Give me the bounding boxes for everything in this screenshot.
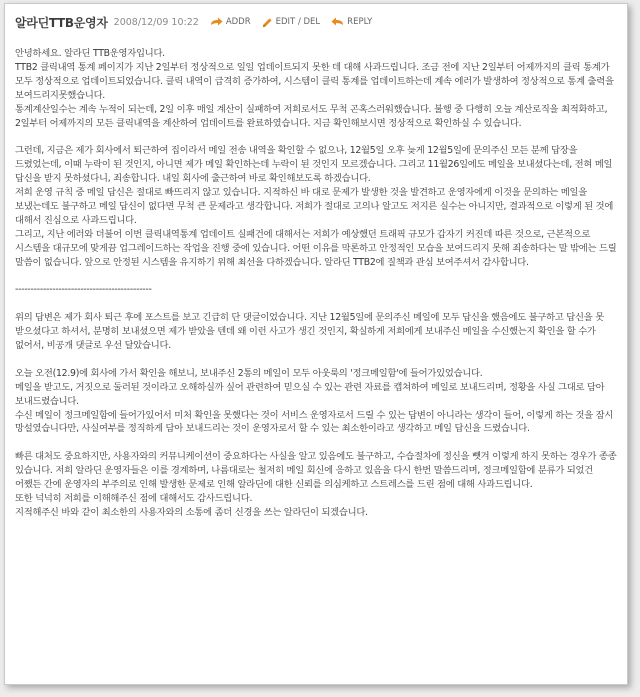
paragraph-system-upgrade: 그리고, 지난 에러와 더불어 이번 클릭내역통계 업데이트 실패건에 대해서는 저희가 예상했던 트래픽 규모가 갑자기 커진데 따른 것으로, 근본적으로 시스템을 대규모에 맞게끔 업그레이드하는 작업을 진행 중에 있습니다. 어떤 이유를 막론하고 안정적인 모습을 보여드리지 못해 죄송하다는 말 밖에는 드릴 말씀이 없습니다. 앞으로 안정된 시스템을 유지하기 위해 최선을 다하겠습니다. 알라딘 TTB2에 질책과 관심 보여주셔서 감사합니다. — [15, 228, 620, 268]
edit-delete-label: EDIT / DEL — [275, 17, 321, 27]
edit-delete-button[interactable] — [262, 17, 321, 28]
paragraph-apology: TTB2 클릭내역 통계 페이지가 지난 2일부터 정상적으로 일일 업데이트되지 못한 데 대해 사과드립니다. 조금 전에 지난 2일부터 어제까지의 클릭 통계가 모두 정상적으로 업데이트되었습니다. 클릭 내역이 급격히 증가하여, 시스템이 클릭 통계를 업데이트하는데 계속 에러가 발생하여 정상적으로 통계 출력을 보여드리지못했습니다. — [15, 61, 617, 101]
spacer — [15, 297, 617, 311]
comment-body — [15, 47, 620, 520]
paragraph-evidence: 메일을 받고도, 거짓으로 둘러된 것이라고 오해하실까 싶어 관련하여 믿으실 수 있는 관련 자료를 캡쳐하여 메일로 보내드리며, 정황을 사실 그대로 담아 보내드렸습니다. — [15, 381, 608, 407]
reply-button[interactable] — [331, 17, 372, 27]
paragraph-communication: 빠른 대처도 중요하지만, 사용자와의 커뮤니케이션이 중요하다는 사실을 알고 있음에도 불구하고, 수습절차에 정신을 뺏겨 이렇게 하지 못하는 경우가 종종 있습니다. 저희 알라딘 운영자들은 이를 경계하며, 나름대로는 철저히 메일 회신에 응하고 있음을 다시 한번 말씀드리며, 정크메일함에 분류가 되었건 어쨌든 간에 운영자의 부주의로 인해 발생한 문제로 인해 알라딘에 대한 신뢰를 의심케하고 스트레스를 드린 점에 대해 사과드립니다. — [15, 451, 620, 491]
comment-card — [4, 3, 628, 685]
pencil-icon — [262, 17, 273, 28]
spacer — [15, 130, 617, 144]
paragraph-stats-fix: 통계계산일수는 계속 누적이 되는데, 2일 이후 매일 계산이 실패하여 저희로서도 무척 곤혹스러워했습니다. 불행 중 다행히 오늘 계산로직을 최적화하고, 2일부터 어제까지의 모든 클릭내역을 계산하여 업데이트를 완료하였습니다. 지금 확인해보시면 정상적으로 확인하실 수 있습니다. — [15, 103, 611, 129]
spacer — [15, 436, 617, 450]
paragraph-thanks: 또한 넉넉히 저희를 이해해주신 점에 대해서도 감사드립니다. — [15, 492, 253, 504]
paragraph-mail-policy: 저희 운영 규칙 중 메일 답신은 절대로 빠뜨리지 않고 있습니다. 지적하신 바 대로 문제가 발생한 것을 발견하고 운영자에게 이것을 문의하는 메일을 보냈는데도 불구하고 메일 답신이 없다면 무척 큰 문제라고 생각합니다. 저희가 절대로 고의나 알고도 저지른 실수는 아니지만, 결과적으로 이렇게 된 것에 대해서 진심으로 사과드립니다. — [15, 187, 616, 226]
paragraph-closing: 지적해주신 바와 같이 최소한의 사용자와의 소통에 좀더 신경을 쓰는 알라딘이 되겠습니다. — [15, 506, 368, 518]
paragraph-junk-mail: 오늘 오전(12.9)에 회사에 가서 확인을 해보니, 보내주신 2통의 메일이 모두 아웃룩의 '정크메일함'에 들어가있었습니다. — [15, 367, 483, 379]
paragraph-followup: 위의 답변은 제가 회사 퇴근 후에 포스트를 보고 긴급히 단 댓글이었습니다. 지난 12월5일에 문의주신 메일에 모두 답신을 했음에도 불구하고 답신을 못 받으셨다고 하셔서, 분명히 보내셨으면 제가 받았을 텐데 왜 이런 사고가 생긴 것인지, 확실하게 저희에게 보내주신 메일을 수신했는지 확인을 할 수가 없어서, 비공개 댓글로 우선 달았습니다. — [15, 312, 607, 351]
addr-button[interactable] — [210, 17, 251, 27]
comment-header — [15, 14, 372, 30]
separator-line: -------------------------------------------- — [15, 284, 152, 296]
paragraph-mail-check: 그런데, 지금은 제가 회사에서 퇴근하여 집이라서 메일 전송 내역을 확인할 수 없으나, 12월5일 오후 늦게 12월5일에 문의주신 모든 분께 답장을 드렸었는데, 이때 누락이 된 것인지, 아니면 제가 메일 확인하는데 누락이 된 것인지 모르겠습니다. 그리고 11월26일에도 메일을 보내셨다는데, 전혀 메일 답신을 받지 못하셨다니, 죄송합니다. 내일 회사에 출근하여 바로 확인해보도록 하겠습니다. — [15, 145, 616, 185]
reply-label: REPLY — [347, 17, 373, 27]
forward-arrow-icon — [210, 17, 223, 27]
post-date: 2008/12/09 10:22 — [113, 16, 199, 28]
paragraph-hesitation: 수신 메일이 정크메일함에 들어가있어서 미처 확인을 못했다는 것이 서비스 운영자로서 드릴 수 있는 답변이 아니라는 생각이 들어, 이렇게 하는 것을 잠시 망설였습니다만, 사실여부를 정직하게 담아 보내드리는 것이 운영자로서 할 수 있는 최소한이라고 생각하고 메일 답신을 드렸습니다. — [15, 409, 616, 435]
author-name[interactable]: 알라딘TTB운영자 — [15, 15, 108, 30]
spacer — [15, 269, 617, 283]
addr-label: ADDR — [225, 17, 251, 27]
paragraph-greeting: 안녕하세요. 알라딘 TTB운영자입니다. — [15, 48, 165, 59]
reply-arrow-icon — [331, 17, 344, 27]
spacer — [15, 353, 617, 367]
